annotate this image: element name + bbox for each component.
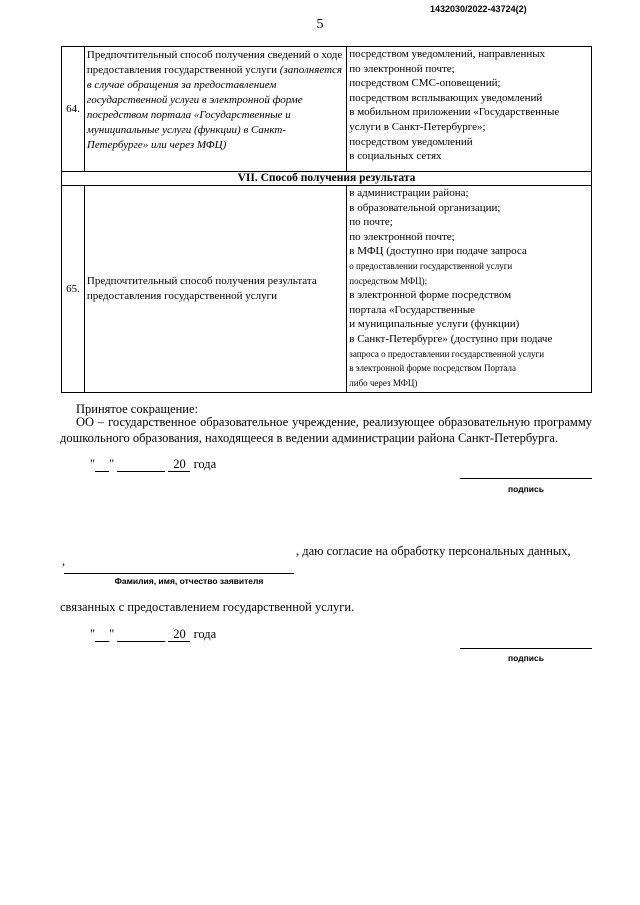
option-line: посредством МФЦ); bbox=[349, 275, 428, 286]
option-line: посредством СМС-оповещений; bbox=[349, 77, 501, 90]
row-title: Предпочтительный способ получения сведений о ходе предоставления государственной услуги bbox=[86, 49, 343, 76]
date-month-field bbox=[117, 458, 165, 472]
page-number: 5 bbox=[316, 17, 324, 32]
option-line: посредством уведомлений, направленных bbox=[349, 48, 546, 60]
signature-label-1: подпись bbox=[508, 484, 544, 494]
option-line: в администрации района; bbox=[349, 187, 469, 199]
option-line: посредством всплывающих уведомлений bbox=[349, 91, 543, 104]
option-line: портала «Государственные bbox=[349, 303, 475, 316]
option-line: в образовательной организации; bbox=[349, 201, 501, 214]
row-title-cell bbox=[84, 186, 346, 393]
option-line: по электронной почте; bbox=[349, 230, 455, 243]
date-month-field bbox=[117, 628, 165, 642]
section-heading: VII. Способ получения результата bbox=[62, 172, 592, 186]
abbreviation-heading: Принятое сокращение: bbox=[76, 402, 199, 416]
option-line: в МФЦ (доступно при подаче запроса bbox=[349, 245, 527, 258]
consent-text: , даю согласие на обработку персональных данных, bbox=[296, 544, 571, 558]
row-title-cell bbox=[84, 47, 346, 172]
option-line: в электронной форме посредством bbox=[349, 289, 512, 302]
date-year-word: года bbox=[193, 457, 217, 471]
date-line-2 bbox=[90, 626, 216, 642]
date-day-field bbox=[95, 458, 109, 472]
section-heading-row bbox=[62, 172, 592, 186]
date-quote-open: " bbox=[90, 627, 96, 641]
option-line: в Санкт-Петербурге» (доступно при подаче bbox=[349, 332, 553, 345]
consent-comma: , bbox=[62, 554, 66, 568]
document-number: 1432030/2022-43724(2) bbox=[430, 4, 527, 14]
option-line: посредством уведомлений bbox=[349, 135, 473, 148]
date-quote-open: " bbox=[90, 457, 96, 471]
date-quote-close: " bbox=[109, 627, 115, 641]
date-year: 20 bbox=[168, 458, 190, 472]
option-line: по почте; bbox=[349, 216, 393, 229]
table-row-65 bbox=[62, 186, 592, 393]
option-line: по электронной почте; bbox=[349, 62, 455, 75]
row-number: 64. bbox=[62, 47, 85, 172]
row-note: (заполняется в случае обращения за предоставлением государственной услуги в электронной форме посредством портала «Государственные и муниципальные услуги (функции) в Санкт-Петербурге» или через МФЦ) bbox=[86, 64, 343, 151]
row-number: 65. bbox=[62, 186, 85, 393]
option-line: в социальных сетях bbox=[349, 150, 442, 163]
option-line: услуги в Санкт-Петербурге»; bbox=[349, 120, 486, 133]
fio-line bbox=[64, 573, 294, 574]
row-title: Предпочтительный способ получения результата предоставления государственной услуги bbox=[86, 274, 317, 302]
date-year-word: года bbox=[193, 627, 217, 641]
date-line-1 bbox=[90, 456, 216, 472]
option-line: запроса о предоставлении государственной услуги bbox=[349, 348, 545, 359]
option-line: о предоставлении государственной услуги bbox=[349, 260, 513, 271]
option-line: и муниципальные услуги (функции) bbox=[349, 318, 520, 331]
signature-line-1 bbox=[460, 478, 592, 479]
abbreviation-text: ОО – государственное образовательное учреждение, реализующее образовательную программу дошкольного образования, находящееся в ведении администрации района Санкт-Петербурга. bbox=[60, 415, 592, 445]
row-options-cell bbox=[347, 186, 592, 393]
row-options-cell bbox=[347, 47, 592, 172]
service-options-table bbox=[61, 46, 592, 393]
signature-label-2: подпись bbox=[508, 653, 544, 663]
fio-label: Фамилия, имя, отчество заявителя bbox=[114, 576, 264, 586]
option-line: в мобильном приложении «Государственные bbox=[349, 106, 560, 119]
consent-continuation: связанных с предоставлением государственной услуги. bbox=[60, 600, 355, 614]
option-line: в электронной форме посредством Портала bbox=[349, 363, 516, 374]
table-row-64 bbox=[62, 47, 592, 172]
date-quote-close: " bbox=[109, 457, 115, 471]
date-year: 20 bbox=[168, 628, 190, 642]
option-line: либо через МФЦ) bbox=[349, 377, 418, 388]
signature-line-2 bbox=[460, 648, 592, 649]
date-day-field bbox=[95, 628, 109, 642]
